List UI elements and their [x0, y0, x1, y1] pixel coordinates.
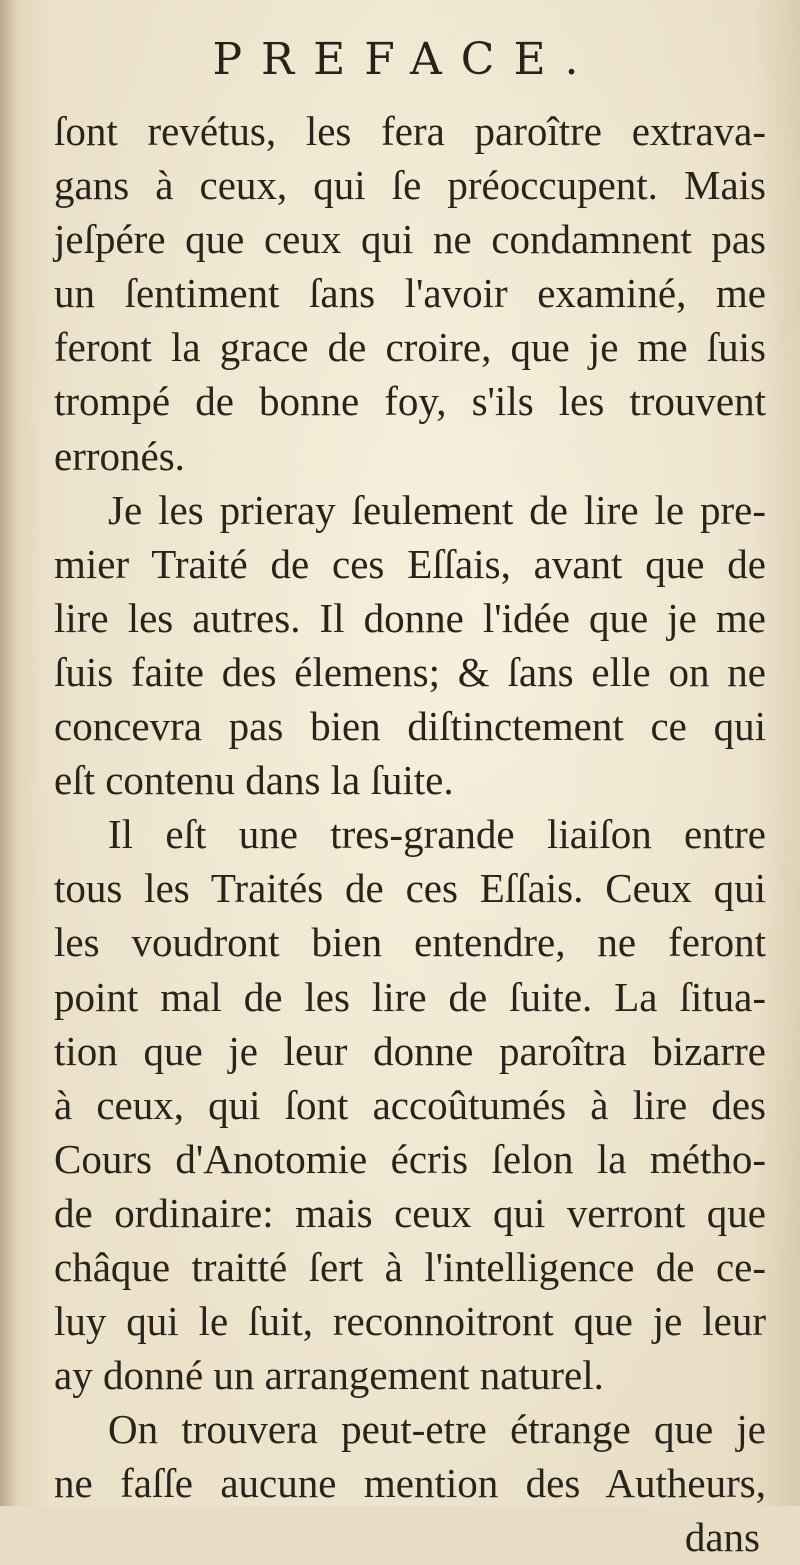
- text-line: Cours d'Anotomie écris ſelon la métho-: [54, 1135, 766, 1182]
- text-line: Il eſt une tres-grande liaiſon entre: [108, 811, 766, 858]
- text-line: jeſpére que ceux qui ne condamnent pas: [54, 216, 766, 263]
- text-line: On trouvera peut-etre étrange que je: [108, 1406, 766, 1453]
- text-line: ne faſſe aucune mention des Autheurs,: [54, 1460, 766, 1507]
- text-line: concevra pas bien diſtinctement ce qui: [54, 703, 766, 750]
- text-line: eſt contenu dans la ſuite.: [54, 757, 454, 804]
- text-line: châque traitté ſert à l'intelligence de ce-: [54, 1243, 766, 1290]
- text-line: un ſentiment ſans l'avoir examiné, me: [54, 270, 766, 317]
- text-line: point mal de les lire de ſuite. La ſitua-: [54, 973, 766, 1020]
- text-line: ay donné un arrangement naturel.: [54, 1352, 604, 1399]
- catchword: dans: [684, 1514, 760, 1561]
- page-gutter-shadow: [0, 0, 18, 1506]
- text-line: les voudront bien entendre, ne feront: [54, 919, 766, 966]
- text-line: erronés.: [54, 432, 185, 479]
- text-line: feront la grace de croire, que je me ſuis: [54, 324, 766, 371]
- running-header: PREFACE.: [212, 34, 598, 85]
- text-line: ſont revétus, les fera paroître extrava-: [54, 108, 766, 154]
- text-line: gans à ceux, qui ſe préoccupent. Mais: [54, 162, 766, 209]
- text-line: ſuis faite des élemens; & ſans elle on ne: [54, 648, 766, 695]
- text-line: tion que je leur donne paroîtra bizarre: [54, 1027, 766, 1074]
- text-line: à ceux, qui ſont accoûtumés à lire des: [54, 1081, 766, 1128]
- text-line: Je les prieray ſeulement de lire le pre-: [108, 486, 766, 533]
- text-line: trompé de bonne foy, s'ils les trouvent: [54, 378, 766, 425]
- text-line: mier Traité de ces Eſſais, avant que de: [54, 540, 766, 587]
- body-text: [54, 104, 766, 1565]
- text-line: lire les autres. Il donne l'idée que je me: [54, 594, 766, 641]
- text-line: luy qui le ſuit, reconnoitront que je leur: [54, 1298, 766, 1345]
- text-line: de ordinaire: mais ceux qui verront que: [54, 1189, 766, 1236]
- text-line: tous les Traités de ces Eſſais. Ceux qui: [54, 865, 766, 912]
